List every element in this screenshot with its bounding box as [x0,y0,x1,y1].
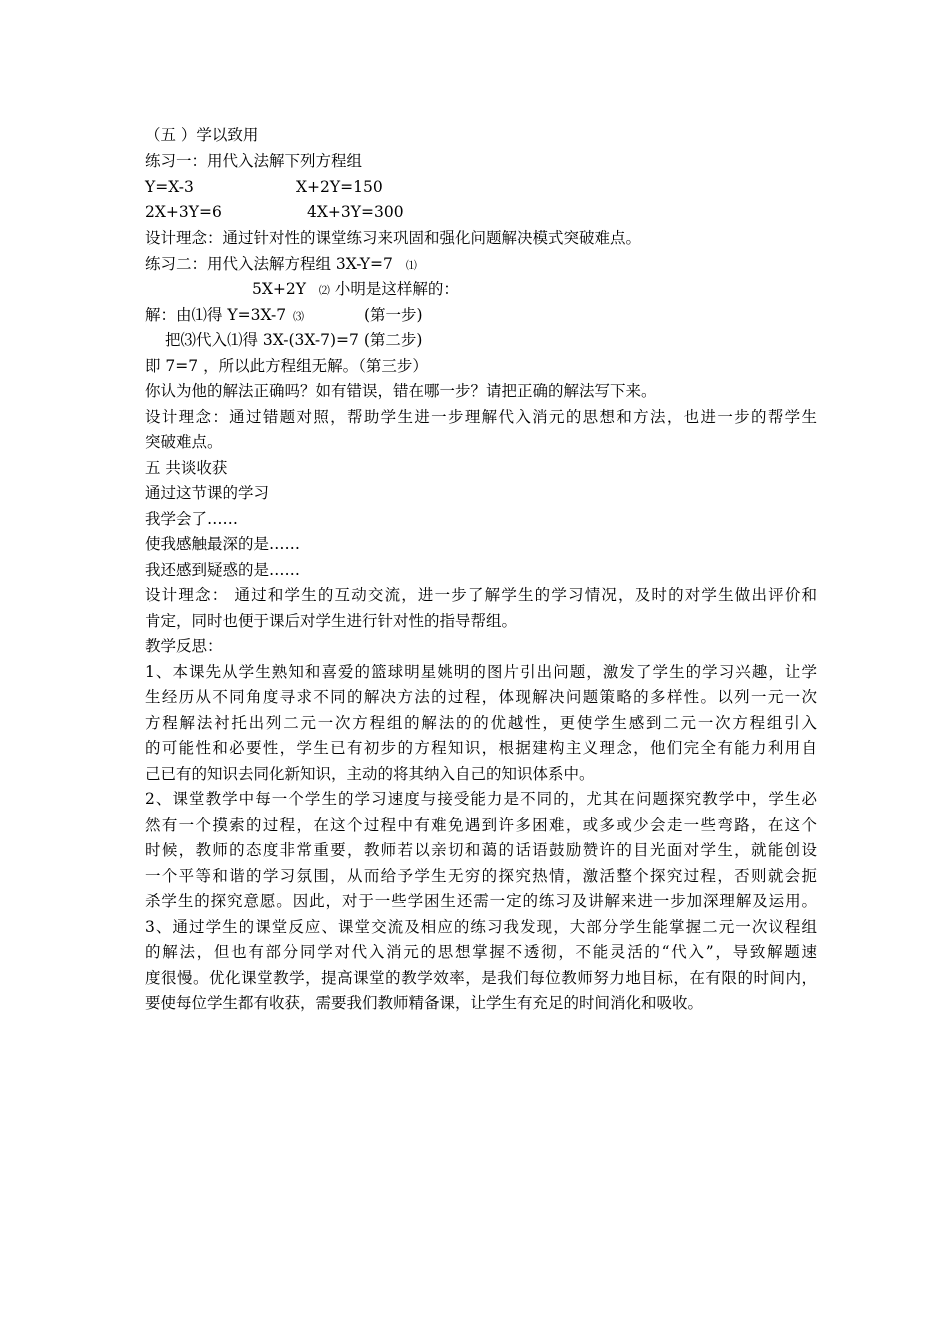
design-note-3-line: 肯定，同时也便于课后对学生进行针对性的指导帮组。 [145,612,518,630]
design-note-1: 设计理念：通过针对性的课堂练习来巩固和强化问题解决模式突破难点。 [145,229,642,247]
reflection-line: 方程解法衬托出列二元一次方程组的解法的的优越性，更使学生感到二元一次方程组引入 [145,714,817,732]
reflection-line: 2、课堂教学中每一个学生的学习速度与接受能力是不同的，尤其在问题探究教学中，学生必 [145,790,817,808]
design-note-2-line: 设计理念：通过错题对照，帮助学生进一步理解代入消元的思想和方法，也进一步的帮学生 [145,408,817,426]
solution-step-1-text: 解：由⑴得 Y=3X-7 [145,306,287,324]
exercise-2-eq2 [252,279,459,301]
equation-mark-1: ⑴ [405,259,417,272]
equation-2-suffix: 小明是这样解的： [329,280,459,298]
reflection-line: 3、通过学生的课堂反应、课堂交流及相应的练习我发现，大部分学生能掌握二元一次议程组 [145,918,817,936]
exercise-2-title-text: 练习二：用代入法解方程组 3X-Y=7 [145,255,393,273]
reflection-line: 要使每位学生都有收获，需要我们教师精备课，让学生有充足的时间消化和吸收。 [145,994,704,1012]
equation-mark-3: ⑶ [293,310,305,323]
reflection-line: 时候，教师的态度非常重要，教师若以亲切和蔼的话语鼓励赞许的目光面对学生，就能创设 [145,841,817,859]
solution-step-1 [145,305,304,327]
reflection-line: 己已有的知识去同化新知识，主动的将其纳入自己的知识体系中。 [145,765,595,783]
design-note-2-line: 突破难点。 [145,433,223,451]
reflection-line: 的解法，但也有部分同学对代入消元的思想掌握不透彻，不能灵活的“代入”，导致解题速 [145,943,817,961]
harvest-line: 我还感到疑惑的是…… [145,561,301,579]
solution-step-3: 即 7=7 ，所以此方程组无解。（第三步） [145,357,428,375]
reflection-line: 杀学生的探究意愿。因此，对于一些学困生还需一定的练习及讲解来进一步加深理解及运用。 [145,892,817,910]
section-title: （五 ）学以致用 [145,126,259,144]
section-5-title: 五 共谈收获 [145,459,228,477]
reflection-line: 生经历从不同角度寻求不同的解决方法的过程，体现解决问题策略的多样性。以列一元一次 [145,688,817,706]
equation-a2: 2X+3Y=6 [145,203,222,221]
equation-a1: Y=X-3 [145,178,194,196]
reflection-line: 度很慢。优化课堂教学，提高课堂的教学效率，是我们每位教师努力地目标，在有限的时间内， [145,969,817,987]
reflection-line: 然有一个摸索的过程，在这个过程中有难免遇到许多困难，或多或少会走一些弯路，在这个 [145,816,817,834]
harvest-line: 我学会了…… [145,510,239,528]
design-note-3-line: 设计理念： 通过和学生的互动交流，进一步了解学生的学习情况，及时的对学生做出评价和 [145,586,817,604]
solution-step-2: 把⑶代入⑴得 3X-(3X-7)=7 (第二步) [165,331,423,349]
harvest-line: 通过这节课的学习 [145,484,270,502]
exercise-2-title [145,254,417,276]
harvest-line: 使我感触最深的是…… [145,535,301,553]
equation-b2: 4X+3Y=300 [307,203,404,221]
equation-2: 5X+2Y [252,280,306,298]
reflection-line: 1、本课先从学生熟知和喜爱的篮球明星姚明的图片引出问题，激发了学生的学习兴趣，让学 [145,663,817,681]
reflection-line: 一个平等和谐的学习氛围，从而给予学生无穷的探究热情，激活整个探究过程，否则就会扼 [145,867,817,885]
equation-b1: X+2Y=150 [296,178,383,196]
equation-mark-2: ⑵ [318,284,330,297]
exercise-2-question: 你认为他的解法正确吗？如有错误，错在哪一步？请把正确的解法写下来。 [145,382,657,400]
reflection-line: 的可能性和必要性，学生已有初步的方程知识，根据建构主义理念，他们完全有能力利用自 [145,739,817,757]
exercise-1-title: 练习一：用代入法解下列方程组 [145,152,363,170]
solution-step-1-label: (第一步) [364,306,423,324]
reflection-title: 教学反思： [145,637,223,655]
